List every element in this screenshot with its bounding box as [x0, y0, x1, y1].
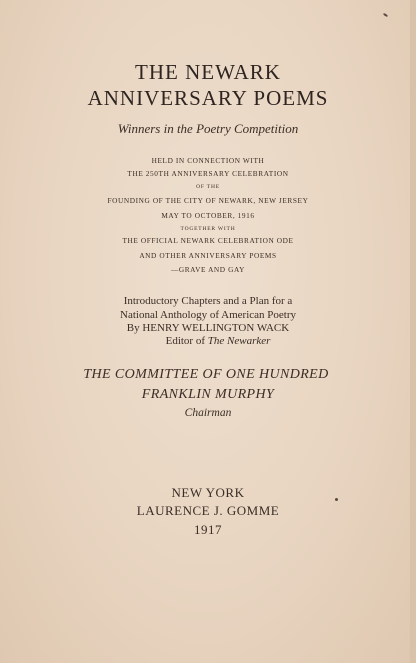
intro-line-4 — [10, 335, 416, 347]
publication-name: The Newarker — [207, 335, 271, 347]
occasion-line-8: AND OTHER ANNIVERSARY POEMS — [139, 251, 277, 260]
intro-line-2: National Anthology of American Poetry — [120, 309, 296, 321]
intro-line-3: By HENRY WELLINGTON WACK — [126, 322, 290, 334]
committee-line-3: Chairman — [184, 407, 232, 419]
editor-prefix: Editor of — [165, 335, 208, 347]
imprint-year: 1917 — [194, 522, 222, 537]
subtitle: Winners in the Poetry Competition — [117, 121, 299, 136]
title-line-2: ANNIVERSARY POEMS — [87, 86, 329, 110]
committee-line-1: THE COMMITTEE OF ONE HUNDRED — [83, 367, 329, 382]
imprint-publisher: LAURENCE J. GOMME — [136, 503, 280, 518]
occasion-line-3: OF THE — [196, 184, 220, 190]
occasion-line-5: MAY TO OCTOBER, 1916 — [161, 211, 255, 220]
occasion-line-2: THE 250TH ANNIVERSARY CELEBRATION — [127, 169, 289, 178]
occasion-line-7: THE OFFICIAL NEWARK CELEBRATION ODE — [122, 236, 294, 245]
occasion-line-4: FOUNDING OF THE CITY OF NEWARK, NEW JERSEY — [107, 196, 309, 205]
imprint-city: NEW YORK — [171, 485, 245, 500]
title-line-1: THE NEWARK — [135, 60, 281, 84]
occasion-line-6: TOGETHER WITH — [180, 226, 236, 232]
intro-line-1: Introductory Chapters and a Plan for a — [123, 295, 293, 307]
paper-speck — [335, 498, 338, 501]
occasion-line-1: HELD IN CONNECTION WITH — [151, 156, 265, 165]
occasion-line-9: —GRAVE AND GAY — [170, 265, 246, 274]
committee-line-2: FRANKLIN MURPHY — [141, 387, 275, 402]
paper-speck — [383, 13, 388, 18]
